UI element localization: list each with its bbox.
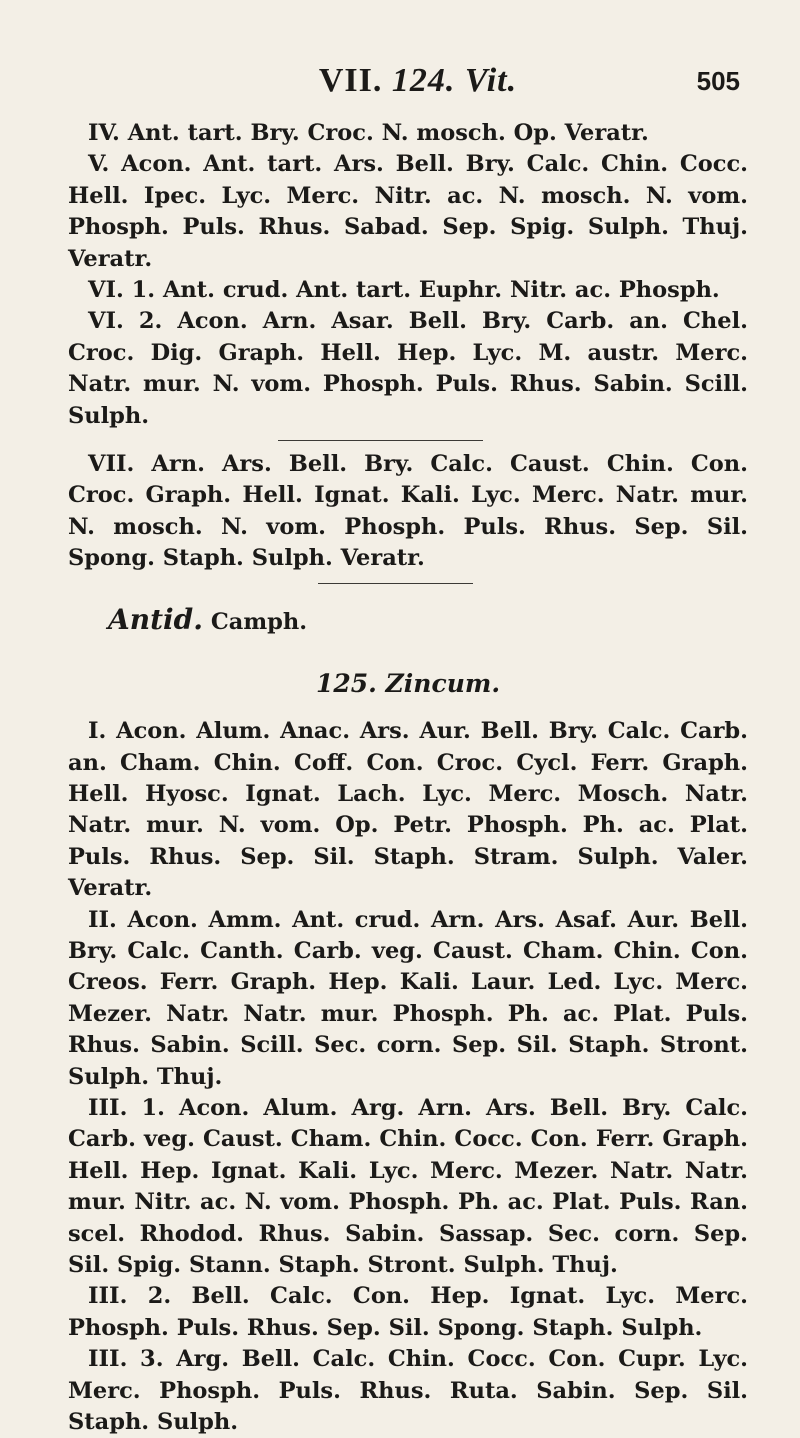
page-number: 505 (696, 66, 740, 96)
page-body (68, 118, 748, 1438)
paragraph-iii-3: III. 3. Arg. Bell. Calc. Chin. Cocc. Con. Cupr. Lyc. Merc. Phosph. Puls. Rhus. Ruta. Sabin. Sep. Sil. Staph. Sulph. (68, 1346, 748, 1436)
paragraph-i: I. Acon. Alum. Anac. Ars. Aur. Bell. Bry. Calc. Carb. an. Cham. Chin. Coff. Con. Croc. Cycl. Ferr. Graph. Hell. Hyosc. Ignat. Lach. Lyc. Merc. Mosch. Natr. Natr. mur. N. vom. Op. Petr. Phosph. Ph. ac. Plat. Puls. Rhus. Sep. Sil. Staph. Stram. Sulph. Valer. Veratr. (68, 718, 748, 902)
divider-rule (318, 583, 473, 584)
running-title (96, 62, 740, 100)
paragraph-ii: II. Acon. Amm. Ant. crud. Arn. Ars. Asaf. Aur. Bell. Bry. Calc. Canth. Carb. veg. Caust. Cham. Chin. Con. Creos. Ferr. Graph. Hep. Kali. Laur. Led. Lyc. Merc. Mezer. Natr. Natr. mur. Phosph. Ph. ac. Plat. Puls. Rhus. Sabin. Scill. Sec. corn. Sep. Sil. Staph. Stront. Sulph. Thuj. (68, 906, 748, 1090)
paragraph-iii-1: III. 1. Acon. Alum. Arg. Arn. Ars. Bell. Bry. Calc. Carb. veg. Caust. Cham. Chin. Cocc. Con. Ferr. Graph. Hell. Hep. Ignat. Kali. Lyc. Merc. Mezer. Natr. Natr. mur. Nitr. ac. N. vom. Phosph. Ph. ac. Plat. Puls. Ran. scel. Rhodod. Rhus. Sabin. Sassap. Sec. corn. Sep. Sil. Spig. Stann. Staph. Stront. Sulph. Thuj. (68, 1094, 748, 1278)
running-header (96, 62, 740, 108)
antidote-text: Camph. (210, 608, 308, 635)
chapter-number: VII. (318, 62, 392, 99)
paragraph-v: V. Acon. Ant. tart. Ars. Bell. Bry. Calc. Chin. Cocc. Hell. Ipec. Lyc. Merc. Nitr. ac. N. mosch. N. vom. Phosph. Puls. Rhus. Sabad. Sep. Spig. Sulph. Thuj. Veratr. (68, 151, 748, 272)
paragraph-vii: VII. Arn. Ars. Bell. Bry. Calc. Caust. Chin. Con. Croc. Graph. Hell. Ignat. Kali. Lyc. Merc. Natr. mur. N. mosch. N. vom. Phosph. Puls. Rhus. Sep. Sil. Spong. Staph. Sulph. Veratr. (68, 451, 748, 572)
paragraph-iii-2: III. 2. Bell. Calc. Con. Hep. Ignat. Lyc. Merc. Phosph. Puls. Rhus. Sep. Sil. Spong. Staph. Sulph. (68, 1283, 748, 1341)
section-heading: 125. Zincum. (315, 669, 501, 699)
paragraph-vi-1: VI. 1. Ant. crud. Ant. tart. Euphr. Nitr. ac. Phosph. (88, 277, 720, 304)
section-title: 124. Vit. (391, 62, 518, 99)
paragraph-vi-2: VI. 2. Acon. Arn. Asar. Bell. Bry. Carb. an. Chel. Croc. Dig. Graph. Hell. Hep. Lyc. M. austr. Merc. Natr. mur. N. vom. Phosph. Puls. Rhus. Sabin. Scill. Sulph. (68, 308, 748, 429)
antidote-label: Antid. (108, 602, 203, 636)
antidote-line (68, 604, 748, 638)
paragraph-iv: IV. Ant. tart. Bry. Croc. N. mosch. Op. Veratr. (88, 120, 649, 146)
divider-rule (278, 440, 483, 441)
